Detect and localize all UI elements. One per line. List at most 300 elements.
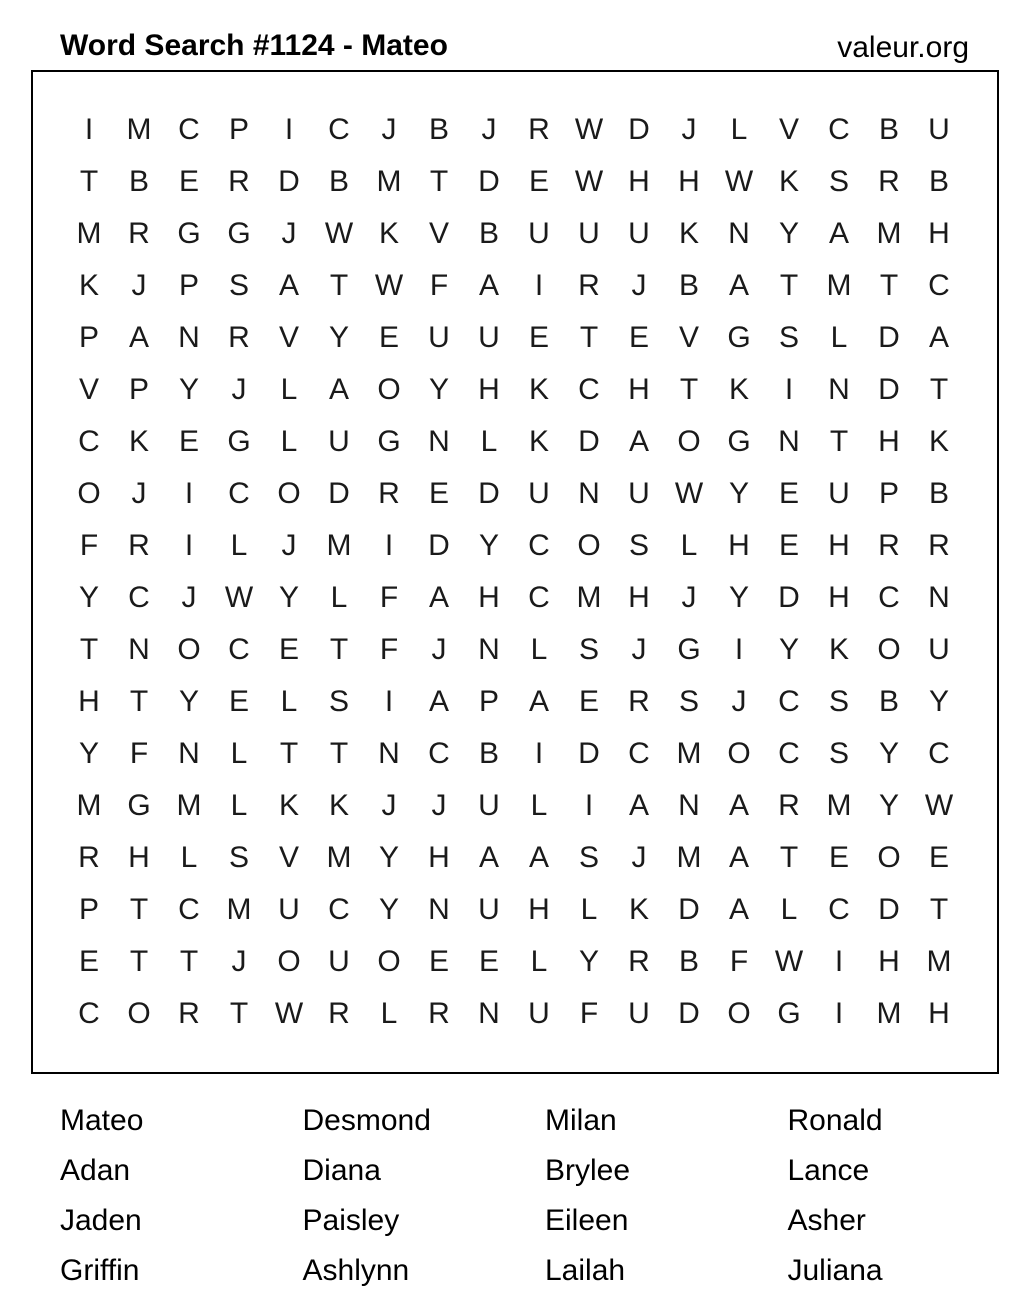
grid-letter: E	[478, 945, 499, 978]
grid-letter: T	[129, 685, 149, 718]
grid-letter: K	[78, 269, 99, 302]
grid-letter: L	[280, 685, 298, 718]
grid-letter: C	[628, 737, 650, 770]
grid-letter: Y	[278, 581, 299, 614]
grid-letter: K	[628, 893, 649, 926]
grid-letter: P	[228, 113, 249, 146]
grid-letter: N	[478, 997, 500, 1030]
grid-letter: V	[428, 217, 449, 250]
grid-letter: B	[878, 685, 899, 718]
grid-letter: S	[678, 685, 699, 718]
grid-letter: M	[76, 789, 102, 822]
grid-letter: G	[727, 425, 751, 458]
grid-letter: W	[324, 217, 354, 250]
grid-letter: N	[178, 737, 200, 770]
grid-letter: N	[128, 633, 150, 666]
grid-letter: I	[784, 373, 794, 406]
grid-letter: O	[77, 477, 101, 510]
grid-letter: H	[478, 373, 500, 406]
grid-letter: C	[828, 893, 850, 926]
grid-letter: D	[878, 893, 900, 926]
grid-letter: H	[628, 373, 650, 406]
grid-letter: U	[478, 321, 500, 354]
grid-letter: L	[330, 581, 348, 614]
grid-letter: T	[879, 269, 899, 302]
grid-letter: U	[578, 217, 600, 250]
grid-letter: R	[178, 997, 200, 1030]
grid-letter: C	[328, 113, 350, 146]
grid-letter: E	[428, 477, 449, 510]
grid-letter: L	[480, 425, 498, 458]
grid-letter: H	[928, 217, 950, 250]
grid-letter: W	[574, 113, 604, 146]
puzzle-title: Word Search #1124 - Mateo	[60, 29, 448, 62]
grid-letter: T	[429, 165, 449, 198]
grid-letter: K	[828, 633, 849, 666]
grid-letter: O	[377, 373, 401, 406]
grid-letter: H	[678, 165, 700, 198]
grid-letter: T	[929, 373, 949, 406]
grid-letter: C	[878, 581, 900, 614]
grid-letter: E	[78, 945, 99, 978]
grid-letter: M	[576, 581, 602, 614]
grid-letter: J	[131, 269, 147, 302]
word-list-item: Desmond	[302, 1104, 431, 1137]
grid-letter: R	[528, 113, 550, 146]
word-list-item: Ashlynn	[302, 1254, 410, 1287]
grid-letter: T	[779, 269, 799, 302]
grid-letter: P	[178, 269, 199, 302]
grid-letter: R	[628, 685, 650, 718]
grid-letter: O	[877, 633, 901, 666]
grid-letter: A	[278, 269, 299, 302]
grid-letter: N	[678, 789, 700, 822]
grid-letter: I	[384, 529, 394, 562]
grid-letter: P	[478, 685, 499, 718]
grid-letter: H	[428, 841, 450, 874]
grid-letter: E	[528, 165, 549, 198]
grid-letter: H	[878, 945, 900, 978]
grid-letter: U	[928, 633, 950, 666]
grid-letter: B	[928, 477, 949, 510]
grid-letter: O	[277, 477, 301, 510]
word-list	[60, 1098, 1030, 1298]
grid-letter: D	[878, 321, 900, 354]
grid-letter: F	[129, 737, 149, 770]
grid-letter: E	[528, 321, 549, 354]
grid-letter: R	[578, 269, 600, 302]
grid-letter: Y	[178, 373, 199, 406]
grid-letter: L	[730, 113, 748, 146]
grid-letter: V	[278, 321, 299, 354]
grid-letter: V	[778, 113, 799, 146]
grid-letter: S	[578, 633, 599, 666]
grid-letter: U	[528, 997, 550, 1030]
grid-letter: O	[277, 945, 301, 978]
grid-letter: G	[227, 217, 251, 250]
grid-letter: R	[778, 789, 800, 822]
grid-letter: T	[579, 321, 599, 354]
grid-letter: F	[729, 945, 749, 978]
grid-letter: D	[628, 113, 650, 146]
grid-letter: B	[478, 217, 499, 250]
grid-letter: J	[131, 477, 147, 510]
grid-letter: C	[528, 529, 550, 562]
grid-letter: M	[376, 165, 402, 198]
grid-letter: J	[381, 113, 397, 146]
grid-letter: E	[628, 321, 649, 354]
grid-letter: B	[678, 269, 699, 302]
grid-letter: A	[478, 841, 499, 874]
grid-letter: I	[834, 945, 844, 978]
grid-letter: E	[428, 945, 449, 978]
grid-letter: R	[878, 165, 900, 198]
grid-letter: F	[429, 269, 449, 302]
grid-letter: E	[178, 425, 199, 458]
grid-letter: A	[428, 685, 449, 718]
grid-letter: P	[78, 893, 99, 926]
grid-letter: U	[428, 321, 450, 354]
grid-letter: R	[78, 841, 100, 874]
grid-letter: I	[184, 477, 194, 510]
grid-letter: J	[681, 113, 697, 146]
grid-letter: E	[278, 633, 299, 666]
grid-letter: W	[724, 165, 754, 198]
word-list-item: Milan	[545, 1104, 617, 1137]
grid-letter: L	[280, 425, 298, 458]
grid-letter: A	[728, 841, 749, 874]
grid-letter: P	[78, 321, 99, 354]
letter-grid	[64, 104, 964, 1040]
grid-letter: M	[826, 789, 852, 822]
grid-letter: O	[377, 945, 401, 978]
grid-letter: R	[628, 945, 650, 978]
grid-letter: C	[928, 269, 950, 302]
grid-letter: W	[224, 581, 254, 614]
grid-letter: U	[528, 217, 550, 250]
grid-letter: A	[728, 269, 749, 302]
grid-letter: C	[928, 737, 950, 770]
grid-letter: I	[734, 633, 744, 666]
grid-letter: T	[79, 165, 99, 198]
grid-letter: Y	[928, 685, 949, 718]
grid-letter: L	[530, 945, 548, 978]
grid-letter: Y	[178, 685, 199, 718]
grid-letter: A	[828, 217, 849, 250]
grid-letter: B	[878, 113, 899, 146]
grid-letter: C	[128, 581, 150, 614]
grid-letter: H	[828, 581, 850, 614]
grid-letter: B	[328, 165, 349, 198]
grid-letter: I	[534, 737, 544, 770]
grid-letter: Y	[578, 945, 599, 978]
grid-letter: G	[127, 789, 151, 822]
grid-letter: H	[128, 841, 150, 874]
grid-letter: C	[78, 425, 100, 458]
grid-letter: H	[628, 165, 650, 198]
grid-letter: S	[778, 321, 799, 354]
grid-letter: R	[928, 529, 950, 562]
grid-letter: I	[84, 113, 94, 146]
grid-letter: G	[677, 633, 701, 666]
grid-letter: B	[128, 165, 149, 198]
grid-letter: J	[281, 529, 297, 562]
grid-letter: B	[478, 737, 499, 770]
word-list-item: Juliana	[787, 1254, 883, 1287]
grid-letter: D	[278, 165, 300, 198]
grid-letter: W	[674, 477, 704, 510]
grid-letter: U	[628, 477, 650, 510]
grid-letter: U	[328, 945, 350, 978]
grid-letter: T	[329, 737, 349, 770]
grid-letter: K	[278, 789, 299, 822]
word-list-item: Brylee	[545, 1154, 631, 1187]
grid-letter: I	[184, 529, 194, 562]
grid-letter: Y	[478, 529, 499, 562]
grid-letter: V	[278, 841, 299, 874]
grid-letter: D	[778, 581, 800, 614]
grid-letter: K	[528, 425, 549, 458]
grid-letter: N	[478, 633, 500, 666]
grid-letter: D	[578, 737, 600, 770]
grid-letter: U	[278, 893, 300, 926]
grid-letter: O	[877, 841, 901, 874]
grid-letter: O	[177, 633, 201, 666]
grid-letter: A	[328, 373, 349, 406]
grid-letter: C	[778, 685, 800, 718]
grid-letter: Y	[878, 789, 899, 822]
grid-letter: W	[574, 165, 604, 198]
word-list-item: Lailah	[545, 1254, 626, 1287]
grid-letter: N	[778, 425, 800, 458]
grid-letter: M	[676, 737, 702, 770]
grid-letter: D	[428, 529, 450, 562]
grid-letter: G	[377, 425, 401, 458]
grid-letter: Y	[778, 217, 799, 250]
grid-letter: K	[528, 373, 549, 406]
grid-letter: O	[727, 997, 751, 1030]
grid-letter: E	[378, 321, 399, 354]
grid-letter: R	[428, 997, 450, 1030]
grid-letter: J	[381, 789, 397, 822]
grid-letter: V	[78, 373, 99, 406]
grid-letter: J	[631, 269, 647, 302]
grid-letter: O	[727, 737, 751, 770]
grid-letter: O	[127, 997, 151, 1030]
grid-letter: W	[274, 997, 304, 1030]
grid-letter: O	[677, 425, 701, 458]
grid-letter: Y	[878, 737, 899, 770]
grid-letter: A	[128, 321, 149, 354]
grid-letter: L	[780, 893, 798, 926]
grid-letter: Y	[728, 477, 749, 510]
grid-letter: A	[628, 425, 649, 458]
grid-letter: F	[579, 997, 599, 1030]
grid-letter: T	[179, 945, 199, 978]
grid-letter: A	[528, 685, 549, 718]
grid-letter: G	[227, 425, 251, 458]
grid-letter: R	[878, 529, 900, 562]
grid-letter: S	[828, 685, 849, 718]
grid-letter: E	[578, 685, 599, 718]
grid-letter: D	[678, 997, 700, 1030]
grid-letter: I	[584, 789, 594, 822]
grid-letter: C	[328, 893, 350, 926]
grid-letter: C	[778, 737, 800, 770]
grid-letter: M	[76, 217, 102, 250]
grid-letter: N	[428, 425, 450, 458]
grid-letter: A	[428, 581, 449, 614]
grid-letter: Y	[78, 581, 99, 614]
grid-letter: Y	[378, 841, 399, 874]
grid-letter: H	[78, 685, 100, 718]
grid-letter: U	[628, 997, 650, 1030]
grid-letter: H	[628, 581, 650, 614]
grid-letter: A	[928, 321, 949, 354]
grid-letter: A	[478, 269, 499, 302]
grid-letter: N	[178, 321, 200, 354]
grid-letter: T	[329, 633, 349, 666]
grid-letter: L	[830, 321, 848, 354]
grid-letter: S	[828, 165, 849, 198]
grid-letter: J	[631, 633, 647, 666]
word-list-item: Asher	[787, 1204, 866, 1237]
word-list-item: Paisley	[302, 1204, 400, 1237]
grid-letter: M	[226, 893, 252, 926]
grid-letter: L	[580, 893, 598, 926]
grid-letter: S	[578, 841, 599, 874]
grid-letter: I	[834, 997, 844, 1030]
grid-letter: R	[378, 477, 400, 510]
grid-letter: H	[828, 529, 850, 562]
grid-letter: L	[530, 789, 548, 822]
grid-letter: N	[578, 477, 600, 510]
grid-letter: M	[926, 945, 952, 978]
grid-letter: F	[379, 633, 399, 666]
grid-letter: R	[128, 217, 150, 250]
grid-letter: Y	[78, 737, 99, 770]
grid-letter: T	[129, 945, 149, 978]
word-list-item: Adan	[60, 1154, 131, 1187]
word-list-item: Mateo	[60, 1104, 144, 1137]
grid-letter: A	[728, 893, 749, 926]
grid-letter: D	[328, 477, 350, 510]
grid-letter: U	[628, 217, 650, 250]
grid-letter: M	[876, 217, 902, 250]
grid-letter: T	[229, 997, 249, 1030]
grid-letter: D	[678, 893, 700, 926]
grid-letter: T	[329, 269, 349, 302]
grid-letter: H	[928, 997, 950, 1030]
grid-letter: D	[478, 477, 500, 510]
grid-letter: W	[774, 945, 804, 978]
grid-letter: G	[777, 997, 801, 1030]
grid-letter: C	[828, 113, 850, 146]
grid-letter: P	[128, 373, 149, 406]
grid-letter: W	[924, 789, 954, 822]
grid-letter: E	[828, 841, 849, 874]
grid-letter: U	[828, 477, 850, 510]
grid-letter: N	[428, 893, 450, 926]
grid-letter: R	[128, 529, 150, 562]
grid-letter: C	[228, 633, 250, 666]
grid-letter: K	[728, 373, 749, 406]
grid-letter: E	[778, 529, 799, 562]
grid-letter: A	[728, 789, 749, 822]
grid-letter: J	[431, 633, 447, 666]
grid-letter: R	[228, 321, 250, 354]
grid-letter: J	[231, 945, 247, 978]
grid-letter: U	[928, 113, 950, 146]
grid-letter: C	[228, 477, 250, 510]
grid-letter: J	[281, 217, 297, 250]
word-list-item: Ronald	[787, 1104, 883, 1137]
grid-letter: U	[478, 893, 500, 926]
grid-letter: F	[379, 581, 399, 614]
grid-letter: H	[528, 893, 550, 926]
grid-letter: E	[228, 685, 249, 718]
grid-letter: C	[528, 581, 550, 614]
word-list-item: Diana	[302, 1154, 381, 1187]
grid-letter: I	[534, 269, 544, 302]
grid-letter: L	[230, 529, 248, 562]
grid-letter: T	[679, 373, 699, 406]
grid-letter: M	[676, 841, 702, 874]
grid-letter: G	[727, 321, 751, 354]
grid-letter: A	[528, 841, 549, 874]
grid-letter: T	[79, 633, 99, 666]
grid-letter: Y	[728, 581, 749, 614]
word-list-item: Lance	[787, 1154, 870, 1187]
word-list-item: Jaden	[60, 1204, 142, 1237]
grid-letter: N	[728, 217, 750, 250]
grid-letter: C	[578, 373, 600, 406]
grid-letter: C	[178, 893, 200, 926]
grid-letter: B	[928, 165, 949, 198]
grid-letter: E	[928, 841, 949, 874]
grid-letter: I	[384, 685, 394, 718]
grid-letter: L	[280, 373, 298, 406]
grid-letter: J	[731, 685, 747, 718]
grid-letter: S	[228, 841, 249, 874]
grid-letter: J	[481, 113, 497, 146]
grid-letter: M	[876, 997, 902, 1030]
grid-letter: C	[178, 113, 200, 146]
grid-letter: H	[478, 581, 500, 614]
grid-letter: A	[628, 789, 649, 822]
grid-letter: Y	[428, 373, 449, 406]
grid-letter: T	[129, 893, 149, 926]
grid-letter: L	[530, 633, 548, 666]
grid-letter: T	[929, 893, 949, 926]
grid-letter: U	[328, 425, 350, 458]
grid-letter: K	[928, 425, 949, 458]
grid-letter: N	[828, 373, 850, 406]
grid-letter: D	[578, 425, 600, 458]
grid-letter: H	[728, 529, 750, 562]
grid-letter: R	[228, 165, 250, 198]
grid-letter: Y	[328, 321, 349, 354]
grid-letter: C	[428, 737, 450, 770]
grid-letter: E	[178, 165, 199, 198]
grid-letter: K	[128, 425, 149, 458]
grid-letter: S	[828, 737, 849, 770]
grid-letter: C	[78, 997, 100, 1030]
grid-letter: B	[678, 945, 699, 978]
grid-letter: L	[180, 841, 198, 874]
grid-letter: K	[778, 165, 799, 198]
grid-letter: P	[878, 477, 899, 510]
